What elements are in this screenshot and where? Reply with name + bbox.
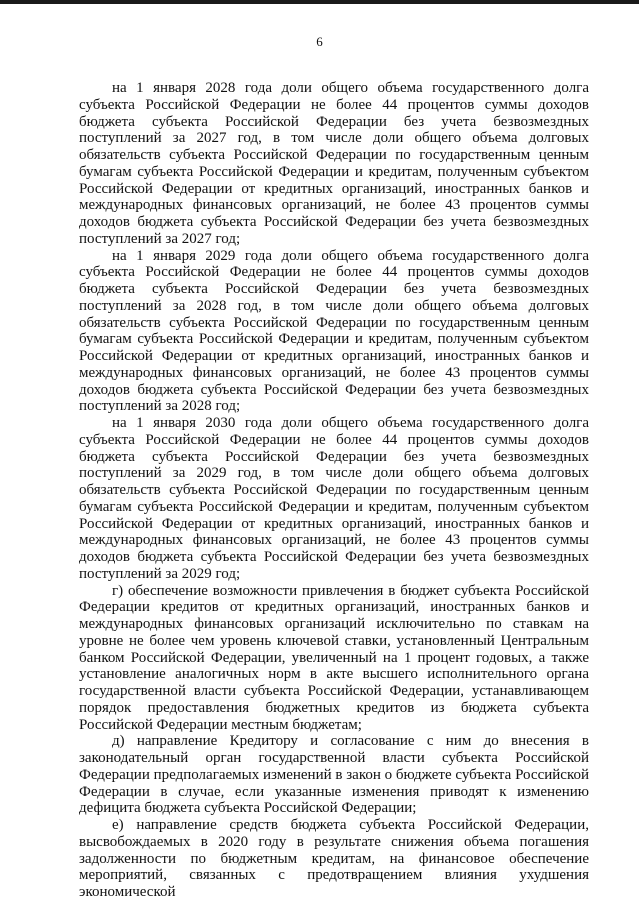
document-body xyxy=(79,80,589,901)
paragraph: е) направление средств бюджета субъекта Российской Федерации, высвобождаемых в 2020 году в результате снижения объема погашения задолженности по бюджетным кредитам, на финансовое обеспечение мероприятий, связанных с предотвращением влияния ухудшения экономической xyxy=(79,817,589,900)
paragraph: д) направление Кредитору и согласование с ним до внесения в законодательный орган государственной власти субъекта Российской Федерации предполагаемых изменений в закон о бюджете субъекта Российской Федерации в случае, если указанные изменения приводят к изменению дефицита бюджета субъекта Российской Федерации; xyxy=(79,733,589,817)
page-number: 6 xyxy=(316,34,323,49)
paragraph: на 1 января 2028 года доли общего объема государственного долга субъекта Российской Федерации не более 44 процентов суммы доходов бюджета субъекта Российской Федерации без учета безвозмездных поступлений за 2027 год, в том числе доли общего объема долговых обязательств субъекта Российской Федерации по государственным ценным бумагам субъекта Российской Федерации и кредитам, полученным субъектом Российской Федерации от кредитных организаций, иностранных банков и международных финансовых организаций, не более 43 процентов суммы доходов бюджета субъекта Российской Федерации без учета безвозмездных поступлений за 2027 год; xyxy=(79,80,589,247)
top-border xyxy=(0,0,639,4)
paragraph: на 1 января 2030 года доли общего объема государственного долга субъекта Российской Федерации не более 44 процентов суммы доходов бюджета субъекта Российской Федерации без учета безвозмездных поступлений за 2029 год, в том числе доли общего объема долговых обязательств субъекта Российской Федерации по государственным ценным бумагам субъекта Российской Федерации и кредитам, полученным субъектом Российской Федерации от кредитных организаций, иностранных банков и международных финансовых организаций, не более 43 процентов суммы доходов бюджета субъекта Российской Федерации без учета безвозмездных поступлений за 2029 год; xyxy=(79,415,589,582)
paragraph: г) обеспечение возможности привлечения в бюджет субъекта Российской Федерации кредитов от кредитных организаций, иностранных банков и международных финансовых организаций исключительно по ставкам на уровне не более чем уровень ключевой ставки, установленный Центральным банком Российской Федерации, увеличенный на 1 процент годовых, а также установление аналогичных норм в акте высшего исполнительного органа государственной власти субъекта Российской Федерации, устанавливающем порядок предоставления бюджетных кредитов из бюджета субъекта Российской Федерации местным бюджетам; xyxy=(79,582,589,733)
paragraph: на 1 января 2029 года доли общего объема государственного долга субъекта Российской Федерации не более 44 процентов суммы доходов бюджета субъекта Российской Федерации без учета безвозмездных поступлений за 2028 год, в том числе доли общего объема долговых обязательств субъекта Российской Федерации по государственным ценным бумагам субъекта Российской Федерации и кредитам, полученным субъектом Российской Федерации от кредитных организаций, иностранных банков и международных финансовых организаций, не более 43 процентов суммы доходов бюджета субъекта Российской Федерации без учета безвозмездных поступлений за 2028 год; xyxy=(79,247,589,415)
